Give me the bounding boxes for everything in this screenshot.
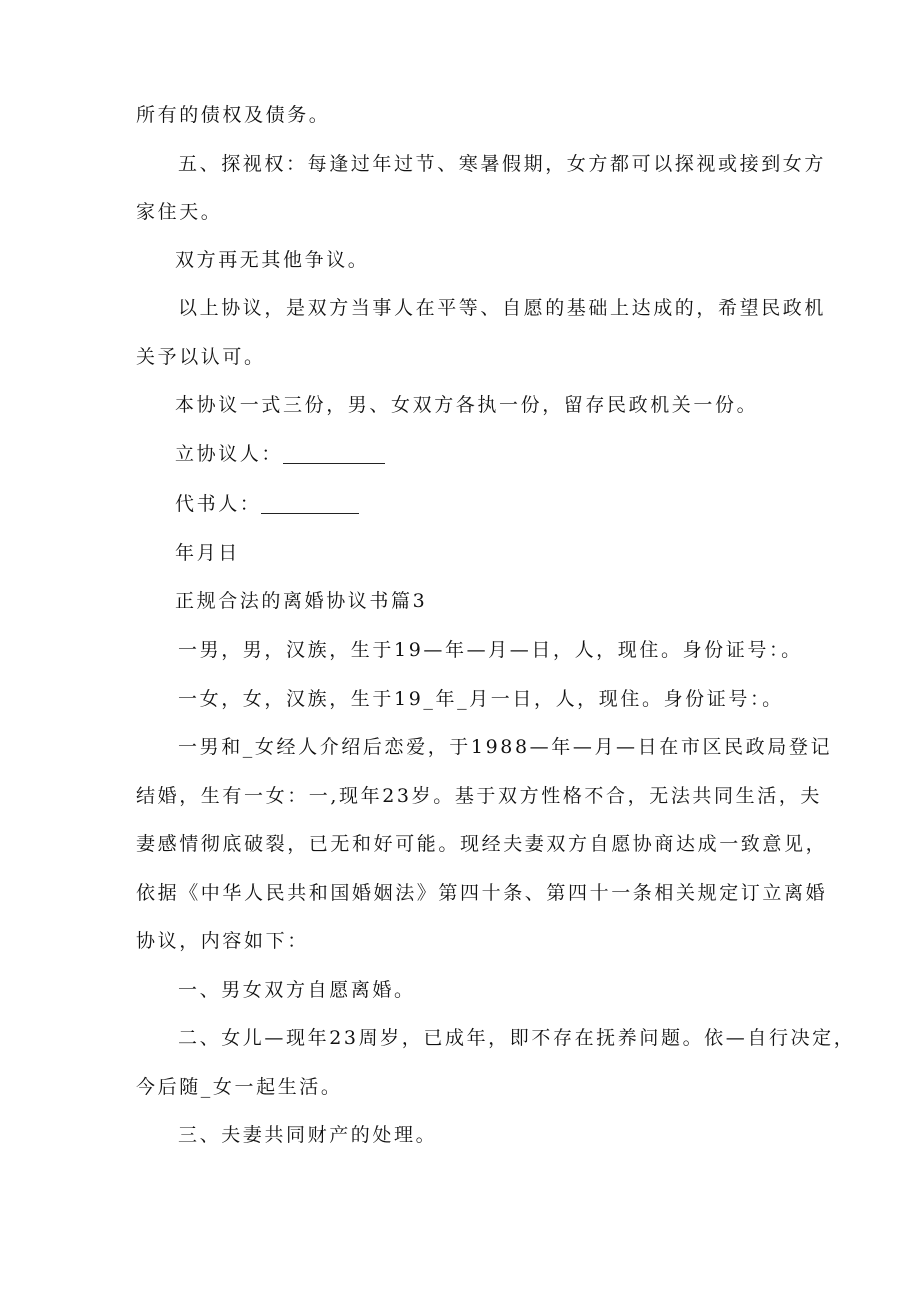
signer-blank — [283, 445, 385, 464]
scribe-label: 代书人： — [175, 493, 262, 515]
paragraph-line: 一男和_女经人介绍后恋爱，于1988—年—月—日在市区民政局登记 — [178, 736, 833, 758]
paragraph-line: 关予以认可。 — [136, 346, 266, 368]
paragraph-line: 双方再无其他争议。 — [175, 249, 370, 271]
scribe-blank — [261, 495, 359, 514]
paragraph-line: 今后随_女一起生活。 — [136, 1076, 343, 1098]
section-heading: 正规合法的离婚协议书篇3 — [175, 590, 428, 612]
paragraph-line: 三、夫妻共同财产的处理。 — [178, 1124, 438, 1146]
paragraph-line: 结婚，生有一女：一,现年23岁。基于双方性格不合，无法共同生活，夫 — [136, 785, 823, 807]
paragraph-line: 以上协议，是双方当事人在平等、自愿的基础上达成的，希望民政机 — [178, 297, 827, 319]
paragraph-line: 妻感情彻底破裂，已无和好可能。现经夫妻双方自愿协商达成一致意见， — [136, 833, 828, 855]
signer-label: 立协议人： — [175, 443, 284, 465]
paragraph-line: 本协议一式三份，男、女双方各执一份，留存民政机关一份。 — [175, 394, 759, 416]
scribe-line — [175, 490, 359, 518]
signer-line — [175, 440, 385, 468]
paragraph-line: 一女，女，汉族，生于19_年_月一日，人，现住。身份证号：。 — [178, 688, 784, 710]
paragraph-line: 家住天。 — [136, 201, 223, 223]
paragraph-line: 协议，内容如下： — [136, 930, 309, 952]
paragraph-line: 所有的债权及债务。 — [136, 104, 331, 126]
date-line: 年月日 — [175, 542, 240, 564]
paragraph-line: 依据《中华人民共和国婚姻法》第四十条、第四十一条相关规定订立离婚 — [136, 882, 828, 904]
paragraph-line: 五、探视权：每逢过年过节、寒暑假期，女方都可以探视或接到女方 — [178, 153, 827, 175]
paragraph-line: 一、男女双方自愿离婚。 — [178, 979, 416, 1001]
paragraph-line: 一男，男，汉族，生于19—年—月—日，人，现住。身份证号：。 — [178, 639, 803, 661]
paragraph-line: 二、女儿—现年23周岁，已成年，即不存在抚养问题。依—自行决定， — [178, 1027, 856, 1049]
